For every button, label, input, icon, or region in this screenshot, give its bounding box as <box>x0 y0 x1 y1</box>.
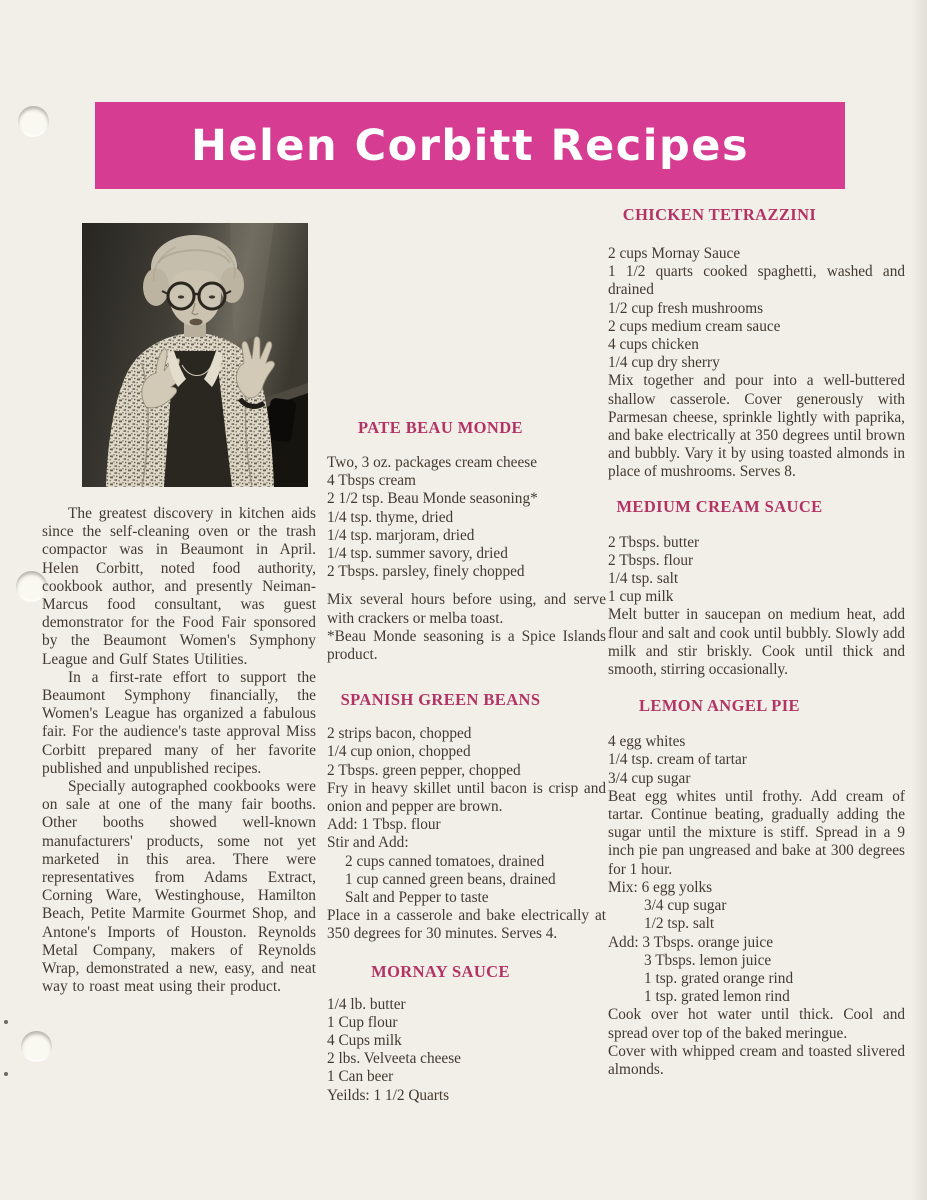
ingredient-line: 1/4 tsp. cream of tartar <box>608 751 747 769</box>
ingredient-list <box>608 245 905 372</box>
ingredient-line: 2 strips bacon, chopped <box>327 725 472 743</box>
punch-hole-top <box>18 106 49 137</box>
ingredient-list <box>608 733 905 788</box>
ingredient-line: 4 egg whites <box>608 733 686 751</box>
sub-ingredient-list <box>327 853 606 908</box>
article-paragraph-1: The greatest discovery in kitchen aids since the self-cleaning oven or the trash compactor was in Beaumont in April. Helen Corbitt, noted food authority, cookbook author, and presently Neiman-Marcus food consultant, was guest demonstrator for the Food Fair sponsored by the Beaumont Women's Symphony League and Gulf States Utilities. <box>42 505 316 668</box>
ingredient-line: 2 1/2 tsp. Beau Monde seasoning* <box>327 490 538 508</box>
ingredient-line: 1/4 cup onion, chopped <box>327 743 471 761</box>
page-title: Helen Corbitt Recipes <box>190 121 750 171</box>
recipe-method-finish: Cover with whipped cream and toasted slivered almonds. <box>608 1042 905 1078</box>
recipe-step: Fry in heavy skillet until bacon is crisp and onion and pepper are brown. <box>327 779 606 816</box>
recipe-title-mornay-sauce: MORNAY SAUCE <box>371 961 510 981</box>
add-ingredient-line: 1 tsp. grated lemon rind <box>644 988 790 1006</box>
helen-corbitt-photo <box>82 223 308 487</box>
add-ingredient-line: 3 Tbsps. lemon juice <box>644 951 772 969</box>
recipe-method-filling: Cook over hot water until thick. Cool and spread over top of the baked meringue. <box>608 1006 905 1042</box>
ingredient-line: 3/4 cup sugar <box>608 769 691 787</box>
sub-ingredient-line: Salt and Pepper to taste <box>345 889 489 907</box>
punch-hole-bottom <box>21 1031 52 1062</box>
article-column <box>42 505 316 996</box>
scan-speck <box>4 1072 8 1076</box>
recipe-footnote: *Beau Monde seasoning is a Spice Islands product. <box>327 627 606 664</box>
ingredient-line: 4 cups chicken <box>608 336 699 354</box>
recipe-title-lemon-angel-pie: LEMON ANGEL PIE <box>639 696 800 716</box>
ingredient-line: 1/4 cup dry sherry <box>608 354 720 372</box>
ingredient-line: 1/4 tsp. marjoram, dried <box>327 526 475 544</box>
ingredient-line: Two, 3 oz. packages cream cheese <box>327 454 538 471</box>
recipe-method: Melt butter in saucepan on medium heat, add flour and salt and cook until bubbly. Slowly add milk and stir briskly. Cook until thick and smooth, stirring occasionally. <box>608 606 905 679</box>
recipe-title-spanish-green-beans: SPANISH GREEN BEANS <box>340 690 541 710</box>
mix-ingredient-list <box>608 897 905 933</box>
recipe-step-add: Add: 1 Tbsp. flour <box>327 816 441 834</box>
recipe-step: Place in a casserole and bake electrically at 350 degrees for 30 minutes. Serves 4. <box>327 907 606 943</box>
ingredient-line: 2 Tbsps. parsley, finely chopped <box>327 563 525 581</box>
ingredient-line: 1/4 tsp. summer savory, dried <box>327 545 508 563</box>
ingredient-line: 2 cups Mornay Sauce <box>608 245 741 262</box>
middle-column <box>327 418 606 1105</box>
recipe-title-pate-beau-monde: PATE BEAU MONDE <box>358 418 523 437</box>
article-paragraph-3: Specially autographed cookbooks were on sale at one of the many fair booths. Other booths showed well-known manufacturers' products, some not yet marketed in this area. There were representatives from Adams Extract, Corning Ware, Westinghouse, Hamilton Beach, Petite Marmite Gourmet Shop, and Antone's Imports of Houston. Reynolds Metal Company, makers of Reynolds Wrap, demonstrated a new, easy, and neat way to roast meat using their product. <box>42 778 316 996</box>
add-ingredient-line: 1 tsp. grated orange rind <box>644 969 794 987</box>
ingredient-line: 1 Cup flour <box>327 1013 398 1031</box>
ingredient-line: 1 1/2 quarts cooked spaghetti, washed and drained <box>608 263 905 299</box>
right-column <box>608 205 905 1079</box>
ingredient-line: 1 cup milk <box>608 588 674 606</box>
ingredient-line: 2 cups medium cream sauce <box>608 317 781 335</box>
recipe-method: Mix together and pour into a well-buttered shallow casserole. Cover generously with Parmesan cheese, sprinkle lightly with paprika, and bake electrically at 350 degrees until brown and bubbly. Vary it by using toasted almonds in place of mushrooms. Serves 8. <box>608 372 905 481</box>
ingredient-list <box>327 725 606 780</box>
sub-ingredient-line: 1 cup canned green beans, drained <box>345 870 556 888</box>
ingredient-line: 1/4 tsp. thyme, dried <box>327 508 454 526</box>
recipe-medium-cream-sauce <box>608 497 905 680</box>
ingredient-line: 4 Tbsps cream <box>327 472 416 490</box>
recipe-mornay-sauce <box>327 962 606 1105</box>
ingredient-list <box>327 996 606 1105</box>
article-paragraph-2: In a first-rate effort to support the Beaumont Symphony financially, the Women's League has organized a fabulous fair. For the audience's taste approval Miss Corbitt prepared many of her favorite published and unpublished recipes. <box>42 668 316 777</box>
recipe-spanish-green-beans <box>327 690 606 943</box>
recipe-note: Mix several hours before using, and serve with crackers or melba toast. <box>327 591 606 627</box>
ingredient-line: 2 Tbsps. butter <box>608 533 700 551</box>
scan-speck <box>4 1020 8 1024</box>
recipe-add-label: Add: 3 Tbsps. orange juice <box>608 933 773 951</box>
sub-ingredient-line: 2 cups canned tomatoes, drained <box>345 852 545 870</box>
ingredient-line: 4 Cups milk <box>327 1032 402 1050</box>
add-ingredient-list <box>608 952 905 1007</box>
ingredient-line: 1/2 cup fresh mushrooms <box>608 299 764 317</box>
mix-ingredient-line: 3/4 cup sugar <box>644 897 727 915</box>
recipe-pate-beau-monde <box>327 418 606 664</box>
ingredient-line: 2 lbs. Velveeta cheese <box>327 1050 461 1068</box>
recipe-method-meringue: Beat egg whites until frothy. Add cream of tartar. Continue beating, gradually adding the sugar until the mixture is stiff. Spread in a 9 inch pie pan ungreased and bake at 300 degrees for 1 hour. <box>608 787 905 878</box>
ingredient-line: 1/4 tsp. salt <box>608 570 679 588</box>
recipe-title-medium-cream-sauce: MEDIUM CREAM SAUCE <box>616 496 823 516</box>
title-banner <box>95 102 845 189</box>
recipe-lemon-angel-pie <box>608 696 905 1079</box>
ingredient-line: 1/4 lb. butter <box>327 995 406 1013</box>
recipe-title-chicken-tetrazzini: CHICKEN TETRAZZINI <box>622 205 817 224</box>
ingredient-list <box>608 534 905 607</box>
recipe-mix-label: Mix: 6 egg yolks <box>608 878 713 896</box>
ingredient-line: 1 Can beer <box>327 1068 394 1086</box>
recipe-step-stir: Stir and Add: <box>327 834 409 852</box>
mix-ingredient-line: 1/2 tsp. salt <box>644 915 715 933</box>
ingredient-line: 2 Tbsps. flour <box>608 551 694 569</box>
recipe-chicken-tetrazzini <box>608 205 905 482</box>
ingredient-list <box>327 454 606 581</box>
ingredient-line: Yeilds: 1 1/2 Quarts <box>327 1086 450 1104</box>
ingredient-line: 2 Tbsps. green pepper, chopped <box>327 761 521 779</box>
photo-illustration <box>82 223 308 487</box>
